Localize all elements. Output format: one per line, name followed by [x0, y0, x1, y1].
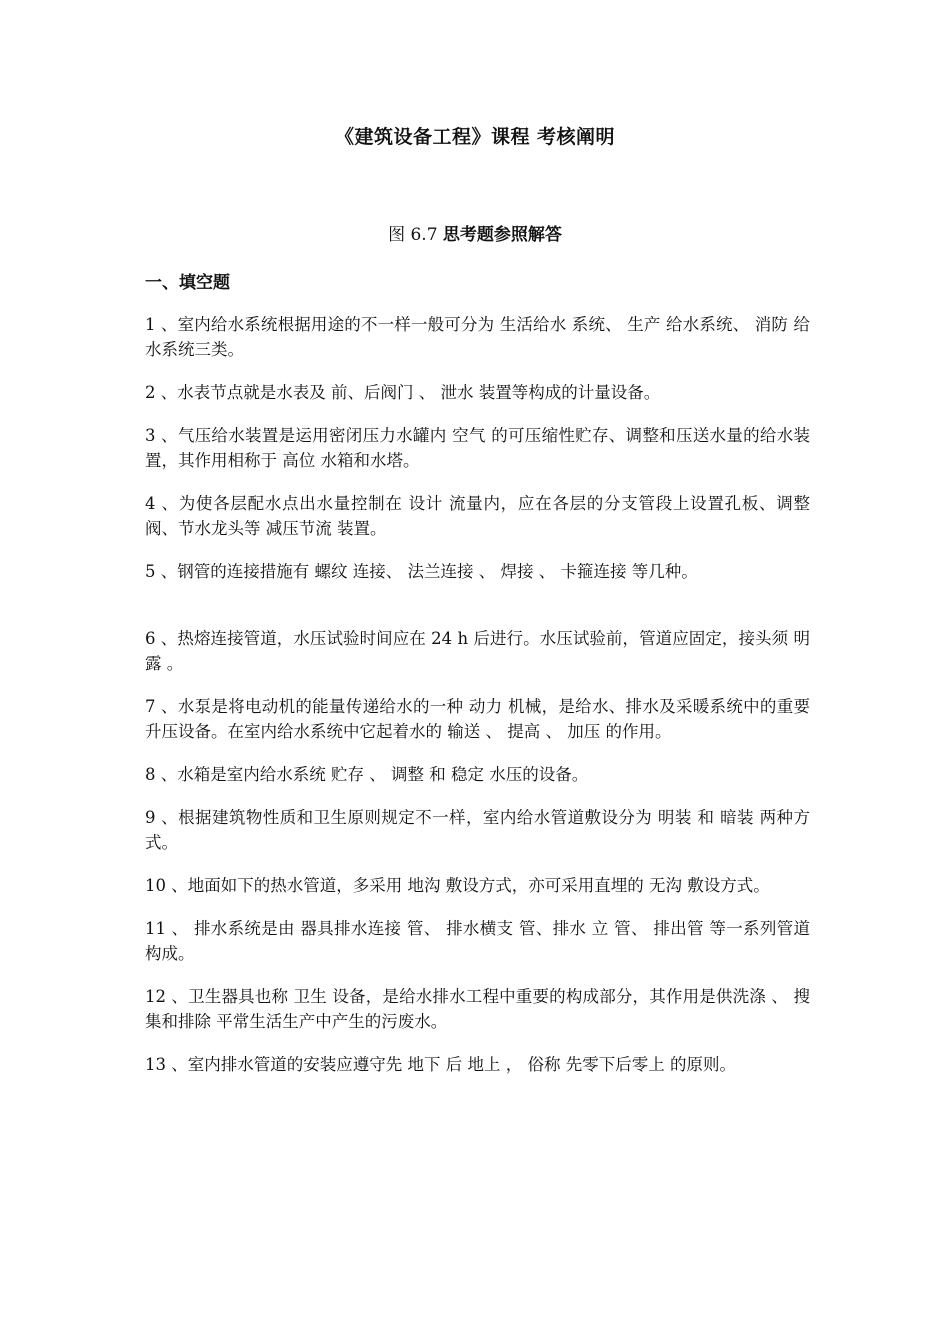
question-item-11: 11 、 排水系统是由 器具排水连接 管、 排水横支 管、排水 立 管、 排出管 等一系列管道构成。 — [145, 919, 810, 963]
question-item-1: 1 、室内给水系统根据用途的不一样一般可分为 生活给水 系统、 生产 给水系统、 消防 给水系统三类。 — [145, 315, 810, 359]
section-subtitle — [0, 220, 950, 245]
subtitle-text: 思考题参照解答 — [442, 225, 562, 245]
question-item-5: 5 、钢管的连接措施有 螺纹 连接、 法兰连接 、 焊接 、 卡箍连接 等几种。 — [145, 562, 698, 581]
document-title: 《建筑设备工程》课程 考核阐明 — [334, 126, 616, 148]
question-list — [145, 312, 810, 1095]
question-item-4: 4 、为使各层配水点出水量控制在 设计 流量内，应在各层的分支管段上设置孔板、调整阀、节水龙头等 减压节流 装置。 — [145, 494, 810, 538]
question-item-13: 13 、室内排水管道的安装应遵守先 地下 后 地上 ， 俗称 先零下后零上 的原则。 — [145, 1055, 736, 1074]
question-item-9: 9 、根据建筑物性质和卫生原则规定不一样，室内给水管道敷设分为 明装 和 暗装 两种方式。 — [145, 808, 810, 852]
question-item-12: 12 、卫生器具也称 卫生 设备，是给水排水工程中重要的构成部分，其作用是供洗涤 、 搜集和排除 平常生活生产中产生的污废水。 — [145, 987, 810, 1031]
subtitle-figure-label: 图 6.7 — [388, 225, 443, 245]
question-item-2: 2 、水表节点就是水表及 前、后阀门 、 泄水 装置等构成的计量设备。 — [145, 383, 661, 402]
question-item-10: 10 、地面如下的热水管道，多采用 地沟 敷设方式，亦可采用直埋的 无沟 敷设方式。 — [145, 876, 770, 895]
question-item-3: 3 、气压给水装置是运用密闭压力水罐内 空气 的可压缩性贮存、调整和压送水量的给水装置，其作用相称于 高位 水箱和水塔。 — [145, 426, 810, 470]
question-item-6: 6 、热熔连接管道，水压试验时间应在 24 h 后进行。水压试验前，管道应固定，接头须 明露 。 — [145, 629, 810, 673]
question-item-8: 8 、水箱是室内给水系统 贮存 、 调整 和 稳定 水压的设备。 — [145, 765, 589, 784]
question-item-7: 7 、水泵是将电动机的能量传递给水的一种 动力 机械，是给水、排水及采暖系统中的重要升压设备。在室内给水系统中它起着水的 输送 、 提高 、 加压 的作用。 — [145, 697, 810, 741]
section-heading: 一、填空题 — [145, 273, 230, 293]
